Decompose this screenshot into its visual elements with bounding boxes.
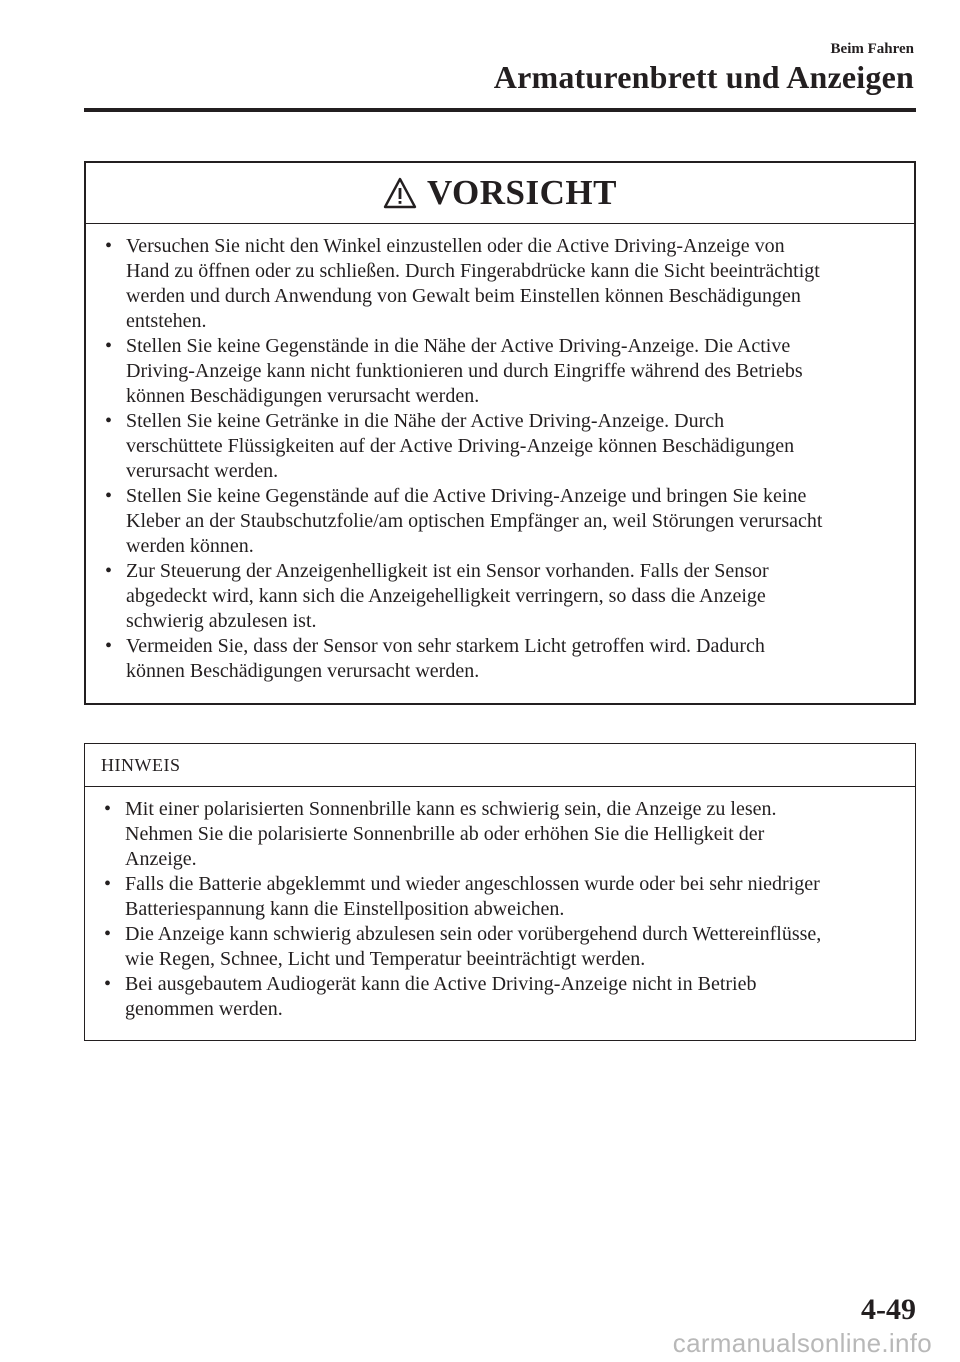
caution-box: [84, 161, 916, 705]
note-title: HINWEIS: [101, 754, 181, 775]
list-item-line: Versuchen Sie nicht den Winkel einzustellen oder die Active Driving-Anzeige von: [126, 235, 785, 257]
bullet-icon: •: [104, 873, 112, 895]
bullet-icon: •: [104, 798, 112, 820]
caution-body: [86, 224, 914, 684]
list-item: [86, 484, 914, 559]
bullet-icon: •: [105, 235, 113, 257]
list-item-line: verursacht werden.: [126, 460, 279, 482]
caution-header: [86, 163, 914, 224]
caution-list: [86, 234, 914, 684]
watermark: carmanualsonline.info: [672, 1328, 932, 1358]
list-item-line: Die Anzeige kann schwierig abzulesen sein oder vorübergehend durch Wettereinflüsse,: [125, 923, 822, 945]
bullet-icon: •: [105, 410, 113, 432]
list-item-line: Stellen Sie keine Gegenstände auf die Active Driving-Anzeige und bringen Sie keine: [126, 485, 807, 507]
list-item-line: Stellen Sie keine Gegenstände in die Nähe der Active Driving-Anzeige. Die Active: [126, 335, 791, 357]
list-item-line: Hand zu öffnen oder zu schließen. Durch Fingerabdrücke kann die Sicht beeinträchtigt: [126, 260, 820, 282]
list-item: [86, 559, 914, 634]
list-item-line: Nehmen Sie die polarisierte Sonnenbrille ab oder erhöhen Sie die Helligkeit der: [125, 823, 765, 845]
section-label: Beim Fahren: [830, 41, 914, 57]
bullet-icon: •: [104, 923, 112, 945]
list-item-line: Mit einer polarisierten Sonnenbrille kann es schwierig sein, die Anzeige zu lesen.: [125, 798, 777, 820]
list-item-line: Bei ausgebautem Audiogerät kann die Active Driving-Anzeige nicht in Betrieb: [125, 973, 757, 995]
list-item-line: schwierig abzulesen ist.: [126, 610, 317, 632]
list-item: [85, 972, 915, 1022]
chapter-title: Armaturenbrett und Anzeigen: [493, 59, 914, 95]
bullet-icon: •: [105, 485, 113, 507]
list-item-line: können Beschädigungen verursacht werden.: [126, 660, 480, 682]
bullet-icon: •: [104, 973, 112, 995]
list-item-line: Kleber an der Staubschutzfolie/am optischen Empfänger an, weil Störungen verursacht: [126, 510, 823, 532]
list-item-line: Batteriespannung kann die Einstellposition abweichen.: [125, 898, 565, 920]
note-box: [84, 743, 916, 1041]
note-header: [85, 744, 915, 787]
list-item-line: werden und durch Anwendung von Gewalt beim Einstellen können Beschädigungen: [126, 285, 801, 307]
warning-triangle-icon: [383, 177, 417, 209]
note-list: [85, 797, 915, 1022]
list-item: [86, 334, 914, 409]
page-header: [494, 40, 914, 96]
list-item-line: werden können.: [126, 535, 254, 557]
list-item-line: genommen werden.: [125, 998, 283, 1020]
list-item: [85, 797, 915, 872]
list-item: [85, 872, 915, 922]
list-item-line: Zur Steuerung der Anzeigenhelligkeit ist ein Sensor vorhanden. Falls der Sensor: [126, 560, 769, 582]
list-item-line: entstehen.: [126, 310, 207, 332]
page-number: 4-49: [861, 1293, 916, 1326]
list-item-line: können Beschädigungen verursacht werden.: [126, 385, 480, 407]
list-item: [86, 409, 914, 484]
bullet-icon: •: [105, 560, 113, 582]
bullet-icon: •: [105, 335, 113, 357]
header-divider: [84, 108, 916, 112]
note-body: [85, 787, 915, 1022]
caution-title: VORSICHT: [426, 173, 617, 212]
bullet-icon: •: [105, 635, 113, 657]
list-item-line: abgedeckt wird, kann sich die Anzeigehelligkeit verringern, so dass die Anzeige: [126, 585, 766, 607]
list-item: [86, 634, 914, 684]
list-item-line: Anzeige.: [125, 848, 197, 870]
list-item: [85, 922, 915, 972]
list-item-line: wie Regen, Schnee, Licht und Temperatur beeinträchtigt werden.: [125, 948, 646, 970]
list-item-line: Driving-Anzeige kann nicht funktionieren und durch Eingriffe während des Betriebs: [126, 360, 803, 382]
list-item-line: verschüttete Flüssigkeiten auf der Active Driving-Anzeige können Beschädigungen: [126, 435, 795, 457]
list-item-line: Falls die Batterie abgeklemmt und wieder angeschlossen wurde oder bei sehr niedriger: [125, 873, 820, 895]
list-item: [86, 234, 914, 334]
list-item-line: Stellen Sie keine Getränke in die Nähe der Active Driving-Anzeige. Durch: [126, 410, 725, 432]
list-item-line: Vermeiden Sie, dass der Sensor von sehr starkem Licht getroffen wird. Dadurch: [126, 635, 765, 657]
